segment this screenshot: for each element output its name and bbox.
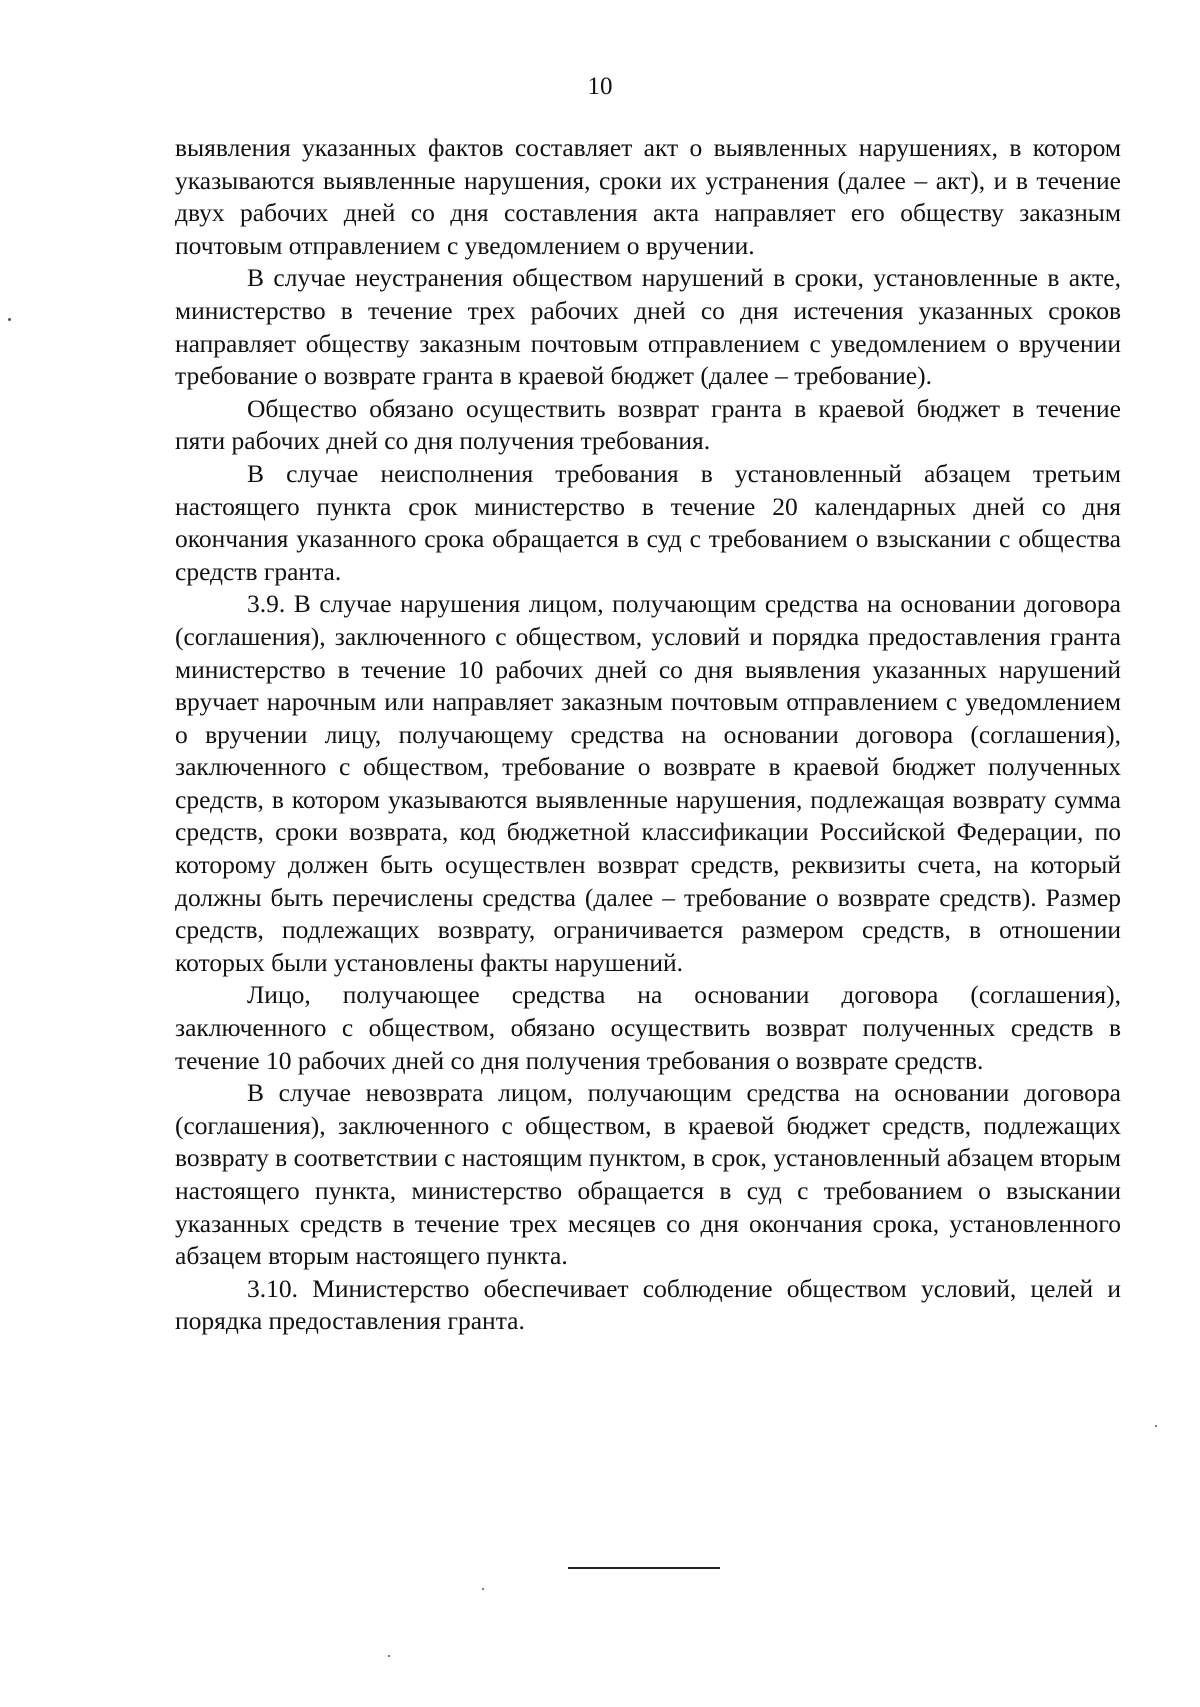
end-of-document-rule [568,1567,720,1569]
paragraph-non-elimination: В случае неустранения обществом нарушений в сроки, установленные в акте, министерство в течение трех рабочих дней со дня истечения указанных сроков направляет обществу заказным почтовым отправлением с уведомлением о вручении требование о возврате гранта в краевой бюджет (далее – требование). [175,263,1121,391]
scan-speck [1155,1425,1157,1427]
paragraph-recipient-return: Лицо, получающее средства на основании договора (соглашения), заключенного с обществом, обязано осуществить возврат полученных средств в течение 10 рабочих дней со дня получения требования о возврате средств. [175,980,1121,1075]
document-body [175,132,1121,1338]
scan-speck [482,1588,484,1590]
paragraph-non-fulfillment: В случае неисполнения требования в установленный абзацем третьим настоящего пункта срок министерство в течение 20 календарных дней со дня окончания указанного срока обращается в суд с требованием о взыскании с общества средств гранта. [175,458,1121,586]
paragraph-clause-3-10: 3.10. Министерство обеспечивает соблюдение обществом условий, целей и порядка предоставления гранта. [175,1273,1121,1336]
paragraph-clause-3-9: 3.9. В случае нарушения лицом, получающим средства на основании договора (соглашения), заключенного с обществом, условий и порядка предоставления гранта министерство в течение 10 рабочих дней со дня выявления указанных нарушений вручает нарочным или направляет заказным почтовым отправлением с уведомлением о вручении лицу, получающему средства на основании договора (соглашения), заключенного с обществом, требование о возврате в краевой бюджет полученных средств, в котором указываются выявленные нарушения, подлежащая возврату сумма средств, сроки возврата, код бюджетной классификации Российской Федерации, по которому должен быть осуществлен возврат средств, реквизиты счета, на который должны быть перечислены средства (далее – требование о возврате средств). Размер средств, подлежащих возврату, ограничивается размером средств, в отношении которых были установлены факты нарушений. [175,589,1121,977]
scan-speck [388,1655,390,1657]
paragraph-return-obligation: Общество обязано осуществить возврат гранта в краевой бюджет в течение пяти рабочих дней со дня получения требования. [175,393,1121,456]
paragraph-non-return: В случае невозврата лицом, получающим средства на основании договора (соглашения), заключенного с обществом, в краевой бюджет средств, подлежащих возврату в соответствии с настоящим пунктом, в срок, установленный абзацем вторым настоящего пункта, министерство обращается в суд с требованием о взыскании указанных средств в течение трех месяцев со дня окончания срока, установленного абзацем вторым настоящего пункта. [175,1078,1121,1271]
page-number: 10 [587,73,613,100]
paragraph-continuation: выявления указанных фактов составляет акт о выявленных нарушениях, в котором указываются выявленные нарушения, сроки их устранения (далее – акт), и в течение двух рабочих дней со дня составления акта направляет его обществу заказным почтовым отправлением с уведомлением о вручении. [175,133,1121,260]
scan-speck [8,318,11,321]
